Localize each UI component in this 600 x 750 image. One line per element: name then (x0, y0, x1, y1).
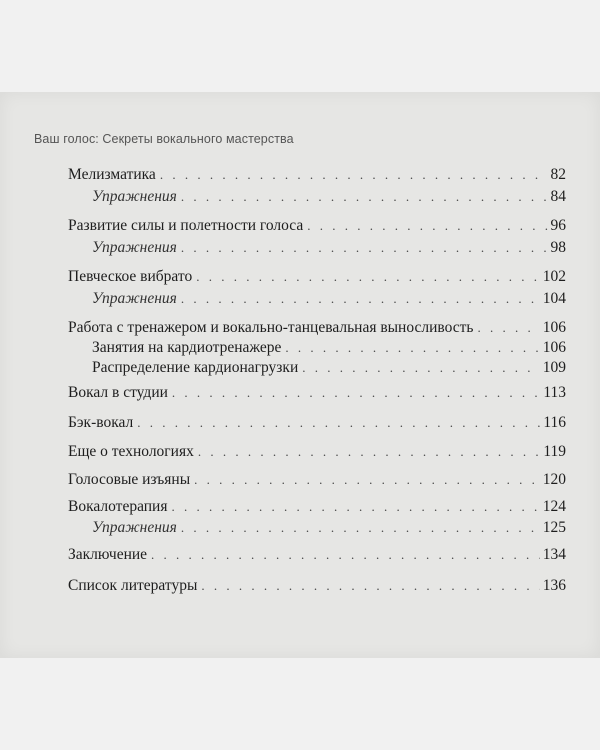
toc-entry-title: Певческое вибрато (68, 268, 193, 285)
toc-entry (68, 497, 566, 517)
toc-entry-title: Упражнения (92, 519, 177, 536)
leader-dots (172, 383, 540, 403)
toc-entry-title: Упражнения (92, 188, 177, 205)
table-of-contents (0, 92, 600, 658)
toc-entry-title: Вокалотерапия (68, 498, 168, 515)
toc-entry (68, 442, 566, 462)
toc-entry (92, 518, 566, 538)
leader-dots (285, 338, 539, 358)
toc-entry (68, 383, 566, 403)
toc-entry-title: Занятия на кардиотренажере (92, 339, 282, 356)
toc-entry-page: 96 (550, 217, 566, 234)
leader-dots (137, 413, 540, 433)
toc-entry-title: Развитие силы и полетности голоса (68, 217, 304, 234)
toc-entry-page: 136 (542, 577, 566, 594)
toc-entry-page: 116 (543, 414, 566, 431)
leader-dots (307, 216, 547, 236)
toc-entry (92, 358, 566, 378)
toc-entry-page: 82 (550, 166, 566, 183)
leader-dots (181, 187, 548, 207)
toc-entry-page: 113 (543, 384, 566, 401)
leader-dots (171, 497, 539, 517)
toc-entry (92, 187, 566, 207)
toc-entry (68, 318, 566, 338)
toc-entry-page: 119 (543, 443, 566, 460)
leader-dots (181, 289, 540, 309)
leader-dots (201, 576, 539, 596)
toc-entry-page: 134 (542, 546, 566, 563)
toc-entry-page: 125 (542, 519, 566, 536)
toc-entry-title: Еще о технологиях (68, 443, 194, 460)
toc-entry (68, 216, 566, 236)
toc-entry-title: Список литературы (68, 577, 198, 594)
toc-entry-title: Работа с тренажером и вокально-танцевальная выносливость (68, 319, 474, 336)
toc-entry-title: Вокал в студии (68, 384, 168, 401)
toc-entry-title: Упражнения (92, 239, 177, 256)
toc-entry-title: Мелизматика (68, 166, 156, 183)
toc-entry (68, 470, 566, 490)
toc-entry-title: Упражнения (92, 290, 177, 307)
toc-entry-page: 120 (542, 471, 566, 488)
leader-dots (198, 442, 540, 462)
toc-entry-page: 124 (542, 498, 566, 515)
toc-entry-page: 106 (542, 319, 566, 336)
toc-entry-page: 109 (542, 359, 566, 376)
toc-entry-title: Распределение кардионагрузки (92, 359, 299, 376)
leader-dots (160, 165, 548, 185)
toc-entry (68, 545, 566, 565)
toc-entry (92, 238, 566, 258)
leader-dots (151, 545, 540, 565)
toc-entry-page: 104 (542, 290, 566, 307)
leader-dots (477, 318, 539, 338)
toc-entry-page: 102 (542, 268, 566, 285)
toc-entry-title: Заключение (68, 546, 148, 563)
toc-entry-title: Бэк-вокал (68, 414, 134, 431)
leader-dots (302, 358, 539, 378)
toc-entry (92, 338, 566, 358)
toc-entry-page: 84 (550, 188, 566, 205)
toc-entry (92, 289, 566, 309)
toc-entry-page: 106 (542, 339, 566, 356)
toc-entry-page: 98 (550, 239, 566, 256)
toc-entry (68, 576, 566, 596)
running-head: Ваш голос: Секреты вокального мастерства (34, 132, 294, 146)
leader-dots (194, 470, 540, 490)
toc-entry (68, 413, 566, 433)
toc-entry (68, 267, 566, 287)
leader-dots (181, 518, 540, 538)
toc-entry (68, 165, 566, 185)
toc-entry-title: Голосовые изъяны (68, 471, 191, 488)
leader-dots (196, 267, 540, 287)
book-page (0, 92, 600, 658)
leader-dots (181, 238, 548, 258)
